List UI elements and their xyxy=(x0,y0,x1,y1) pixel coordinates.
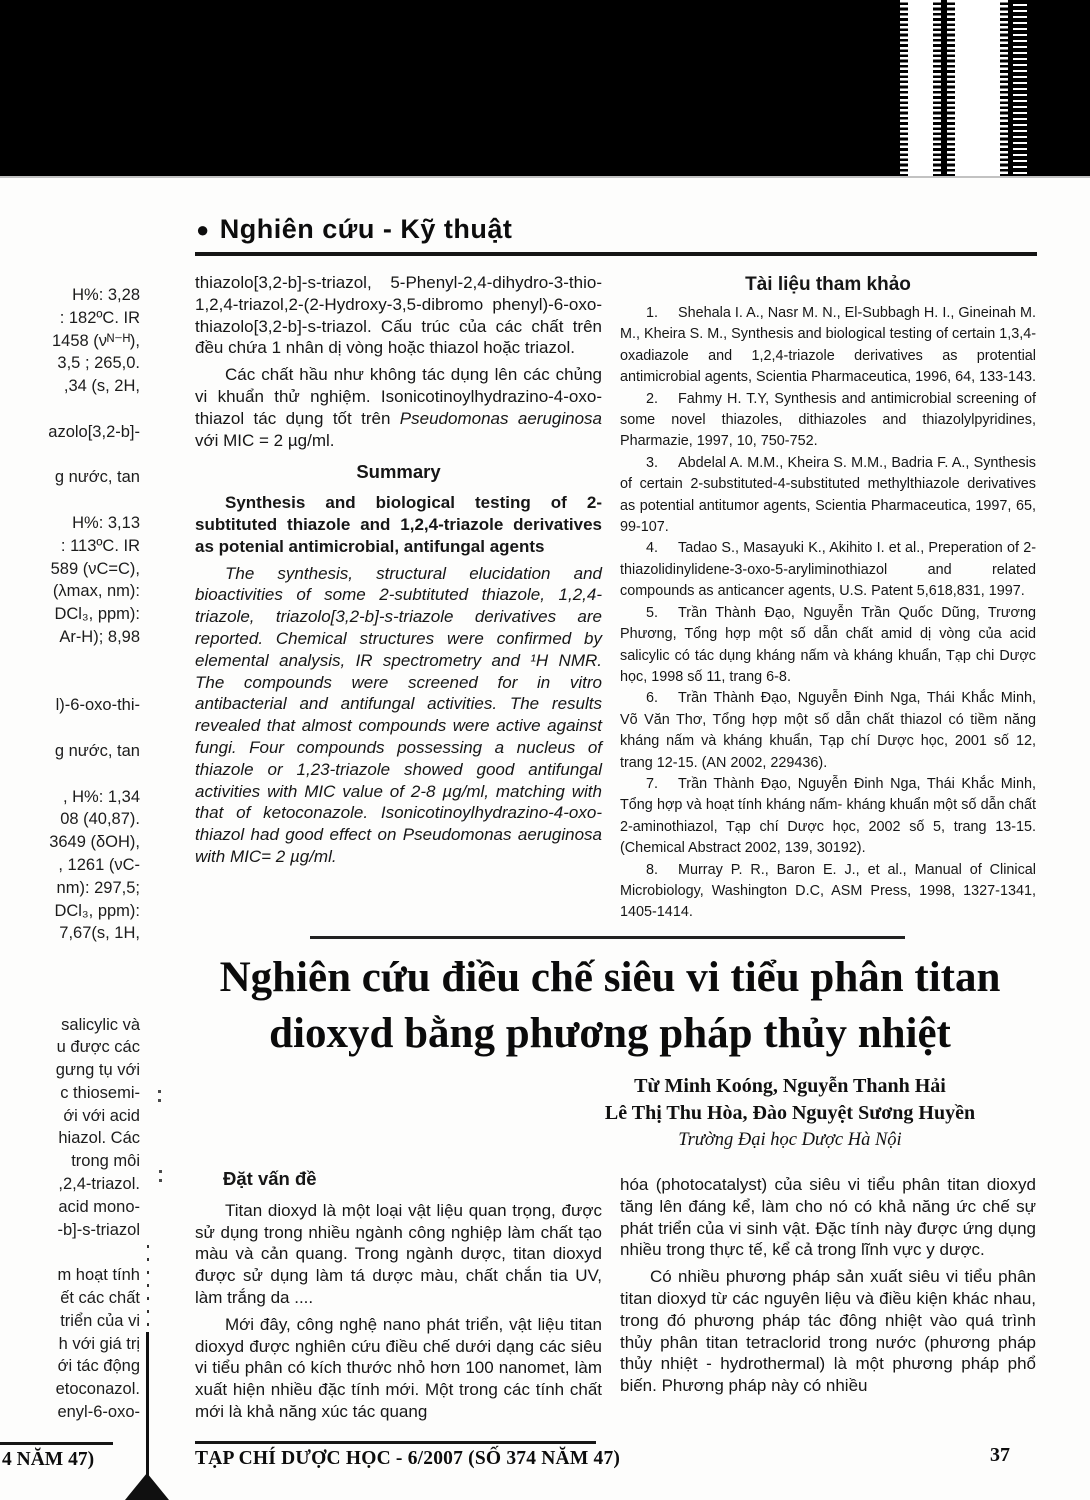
fragment-line xyxy=(0,1241,140,1264)
reference-number: 6. xyxy=(646,690,659,707)
scan-black-band xyxy=(0,0,1090,178)
references-column xyxy=(620,274,1036,924)
reference-item: 3. Abdelal A. M.M., Kheira S. M.M., Badria F. A., Synthesis of certain 2-substituted-4-substituted methylthiazole derivatives as potential antitumor agents, Scientia Pharmaceutica, 1997, 65, 99-107. xyxy=(620,454,1036,536)
fragment-line: m hoạt tính xyxy=(57,1266,140,1285)
intro-left-column xyxy=(195,1168,602,1428)
fragment-line xyxy=(0,489,140,512)
scan-artifact-fold-line xyxy=(146,1332,149,1480)
bullet-icon: ● xyxy=(196,217,210,242)
fragment-line: 3649 (δOH), xyxy=(49,833,140,852)
fragment-line: g nước, tan xyxy=(54,741,140,760)
fragment-line: , 1261 (νC- xyxy=(58,855,140,874)
authors-block xyxy=(590,1073,990,1151)
fragment-line xyxy=(0,968,140,991)
fragment-line: etoconazol. xyxy=(55,1380,140,1399)
summary-heading: Summary xyxy=(356,461,441,483)
fragment-line: ết các chất xyxy=(60,1289,140,1308)
article-title-line1: Nghiên cứu điều chế siêu vi tiểu phân titan xyxy=(219,954,1001,1001)
fragment-line: l)-6-oxo-thi- xyxy=(55,696,140,715)
reference-item: 7. Trần Thành Đạo, Nguyễn Đinh Nga, Thái Khắc Minh, Tổng hợp và hoạt tính kháng nấm- kháng khuẩn một số dẫn chất 2-aminothiazol, Tạp chí Dược học, 2002 số 5, trang 13-15. (Chemical Abstract 2002, 139, 30192). xyxy=(620,775,1036,857)
reference-number: 2. xyxy=(646,390,659,407)
paragraph-tio2-intro: Titan dioxyd là một loại vật liệu quan trọng, được sử dụng trong nhiều ngành công nghiệp làm chất tạo màu và cản quang. Trong ngành dược, titan dioxyd được sử dụng làm tá dược màu, chất chắn tia UV, làm trắng da .... xyxy=(195,1200,602,1307)
fragment-line: u được các xyxy=(56,1038,140,1057)
fragment-line: ới với acid xyxy=(63,1106,140,1125)
paragraph-nano: Mới đây, công nghệ nano phát triển, vật liệu titan dioxyd được nghiên cứu điều chế dưới dạng các siêu vi tiểu phân có kích thước nhỏ hơn 100 nanomet, làm xuất hiện nhiều đặc tính mới. Một trong các tính chất mới là khả năng xúc tác quang xyxy=(195,1314,602,1421)
left-footer-fragment: 4 NĂM 47) xyxy=(2,1449,95,1470)
kicker-rule xyxy=(195,252,1037,256)
affiliation: Trường Đại học Dược Hà Nội xyxy=(678,1130,902,1150)
fragment-line: 1458 (νᴺ⁻ᴴ), xyxy=(52,331,140,350)
separator-rule xyxy=(310,936,905,939)
reference-item: 6. Trần Thành Đạo, Nguyễn Đinh Nga, Thái Khắc Minh, Võ Văn Thơ, Tổng hợp một số dẫn chất thiazol có tiềm năng kháng nấm và kháng khuẩn, Tạp chí Dược học, 2001 số 12, trang 12-15. (AN 2002, 229436). xyxy=(620,690,1036,771)
fragment-line: 08 (40,87). xyxy=(60,810,140,829)
fragment-line: hiazol. Các xyxy=(58,1129,140,1148)
reference-number: 7. xyxy=(646,775,659,792)
summary-title: Synthesis and biological testing of 2-subtituted thiazole and 1,2,4-triazole derivatives as potenial antimicrobial, antifungal agents xyxy=(195,493,602,556)
fragment-line: DCl₃, ppm): xyxy=(54,605,140,624)
fragment-line: trong môi xyxy=(71,1152,140,1171)
fragment-line: salicylic và xyxy=(61,1015,140,1034)
page-number: 37 xyxy=(990,1444,1010,1466)
comb-edge-icon xyxy=(932,0,941,176)
reference-item: 4. Tadao S., Masayuki K., Akihito I. et al., Preperation of 2-thiazolidinylidene-3-oxo-5-aryliminothiazol and related compounds as anticancer agents, U.S. Patent 5,618,831, 1997. xyxy=(620,540,1036,600)
binding-stripe-3 xyxy=(1013,4,1027,174)
fragment-line: ới tác động xyxy=(57,1357,140,1376)
comb-edge-icon xyxy=(999,0,1008,176)
reference-number: 1. xyxy=(646,305,659,321)
paragraph-activity: Các chất hầu như không tác dụng lên các chủng vi khuẩn thử nghiệm. Isonicotinoylhydrazino-4-oxo-thiazol tác dụng tốt trên Pseudomonas aeruginosa với MIC = 2 µg/ml. xyxy=(195,365,602,450)
fragment-line: : 113ºC. IR xyxy=(60,536,140,555)
fragment-line xyxy=(0,991,140,1014)
fragment-line xyxy=(0,398,140,421)
scan-speck xyxy=(158,1099,161,1102)
paragraph-compounds: thiazolo[3,2-b]-s-triazol, 5-Phenyl-2,4-dihydro-3-thio-1,2,4-triazol,2-(2-Hydroxy-3,5-dibromo phenyl)-6-oxo-thiazolo[3,2-b]-s-triazol. Cấu trúc của các chất trên đều chứa 1 nhân dị vòng hoặc thiazol hoặc triazol. xyxy=(195,273,602,358)
reference-item: 2. Fahmy H. T.Y, Synthesis and antimicrobial screening of some novel thiazoles, dithiazoles and thiazolylpyridines, Pharmazie, 1997, 10, 750-752. xyxy=(620,390,1036,450)
fragment-line: H%: 3,28 xyxy=(72,286,140,304)
fragment-line: (λmax, nm): xyxy=(52,582,140,601)
fragment-line: , H%: 1,34 xyxy=(62,787,140,806)
fragment-line: 589 (νC=C), xyxy=(50,559,140,578)
fragment-line: azolo[3,2-b]- xyxy=(48,422,140,441)
reference-item: 5. Trần Thành Đạo, Nguyễn Trần Quốc Dũng, Trương Phương, Tổng hợp một số dẫn chất amid dị vòng của acid salicylic có tác dụng kháng nấm và kháng khuẩn, Tạp chi Dược học, 1998 số 11, trang 6-8. xyxy=(620,604,1036,685)
intro-right-column xyxy=(620,1174,1036,1402)
fragment-line: h với giá trị xyxy=(58,1334,140,1353)
fragment-line: ,34 (s, 2H, xyxy=(63,377,140,396)
scan-speck xyxy=(159,1170,162,1173)
fragment-line: triển của vi xyxy=(60,1311,140,1330)
reference-number: 8. xyxy=(646,861,659,878)
section-heading: Đặt vấn đề xyxy=(223,1168,317,1189)
reference-number: 5. xyxy=(646,604,659,621)
binding-stripe-2 xyxy=(947,0,1008,176)
scan-artifact-dotted-line xyxy=(147,1245,149,1333)
scan-speck xyxy=(158,1090,161,1093)
authors-line1: Từ Minh Koóng, Nguyễn Thanh Hải xyxy=(634,1075,946,1097)
fragment-line: -b]-s-triazol xyxy=(57,1220,140,1239)
fragment-line: ,2,4-triazol. xyxy=(58,1175,140,1194)
authors-line2: Lê Thị Thu Hòa, Đào Nguyệt Sương Huyền xyxy=(604,1102,976,1124)
fragment-line: g nước, tan xyxy=(54,468,140,487)
reference-item: 1. Shehala I. A., Nasr M. N., El-Subbagh H. I., Gineinah M. M., Kheira S. M., Synthesis and biological testing of certain 1,3,4-oxadiazole and 1,2,4-triazole derivatives as protential antimicrobial agents, Scientia Pharmaceutica, 1996, 64, 133-143. xyxy=(620,305,1036,386)
footer-journal: TẠP CHÍ DƯỢC HỌC - 6/2007 (SỐ 374 NĂM 47) xyxy=(195,1448,621,1469)
article-title-line2: dioxyd bằng phương pháp thủy nhiệt xyxy=(269,1010,951,1057)
footer-rule xyxy=(195,1441,596,1444)
fragment-line: gưng tụ với xyxy=(55,1061,140,1080)
middle-column xyxy=(195,272,602,873)
fragment-line: DCl₃, ppm): xyxy=(54,901,140,920)
scan-artifact-fold-base xyxy=(125,1473,169,1500)
scan-speck xyxy=(159,1179,162,1182)
article-title xyxy=(180,950,1040,1062)
fragment-line: nm): 297,5; xyxy=(56,878,140,897)
fragment-line xyxy=(0,444,140,467)
fragment-line: 3,5 ; 265,0. xyxy=(57,354,140,373)
fragment-line: enyl-6-oxo- xyxy=(57,1403,140,1422)
reference-number: 3. xyxy=(646,454,659,471)
species-name: Pseudomonas aeruginosa xyxy=(399,408,602,428)
fragment-line: 7,67(s, 1H, xyxy=(59,924,140,943)
fragment-line xyxy=(0,717,140,740)
references-heading: Tài liệu tham khảo xyxy=(745,274,911,295)
fragment-line xyxy=(0,945,140,968)
fragment-line: c thiosemi- xyxy=(60,1083,140,1102)
paragraph-photocatalyst: hóa (photocatalyst) của siêu vi tiểu phân titan dioxyd tăng lên đáng kể, làm cho nó có khả năng ức chế sự phát triển của vi sinh vật. Đặc tính này được ứng dụng nhiều trong thực tế, kể cả trong lĩnh vực y dược. xyxy=(620,1175,1036,1260)
fragment-line: : 182ºC. IR xyxy=(59,308,140,327)
fragment-line xyxy=(0,763,140,786)
binding-stripe-1 xyxy=(900,0,941,176)
reference-number: 4. xyxy=(646,540,659,557)
section-kicker xyxy=(196,214,1036,245)
fragment-line xyxy=(0,672,140,695)
fragment-line xyxy=(0,649,140,672)
left-edge-fragments xyxy=(0,284,142,1424)
fragment-line: acid mono- xyxy=(58,1197,140,1216)
left-footer-rule xyxy=(0,1442,113,1445)
summary-abstract: The synthesis, structural elucidation and bioactivities of some 2-subtituted thiazole, 1,2,4-triazole, triazolo[3,2-b]-s-triazole derivatives are reported. Chemical structures were confirmed by elemental analysis, IR spectrometry and ¹H NMR. The compounds were screened for in vitro antibacterial and antifungal activities. The results revealed that almost compounds were active against fungi. Four compounds possessing a nucleus of thiazole or 1,23-triazole showed good antifungal activities with MIC value of 2-8 µg/ml, matching with that of ketoconazole. Isonicotinoylhydrazino-4-oxo-thiazol had good effect on Pseudomonas aeruginosa with MIC= 2 µg/ml. xyxy=(195,563,602,866)
fragment-line: H%: 3,13 xyxy=(72,513,140,532)
kicker-title: Nghiên cứu - Kỹ thuật xyxy=(219,214,513,244)
references-list xyxy=(620,303,1036,924)
paragraph-hydrothermal: Có nhiều phương pháp sản xuất siêu vi tiểu phân titan dioxyd từ các nguyên liệu và điều kiện khác nhau, trong đó phương pháp tác đông nhiệt vào quá trình thủy phân titan tetraclorid trong nước (phương pháp thủy nhiệt - hydrothermal) là một phương pháp phổ biến. Phương pháp này có nhiều xyxy=(620,1267,1036,1396)
reference-item: 8. Murray P. R., Baron E. J., et al., Manual of Clinical Microbiology, Washington D.C, ASM Press, 1998, 1327-1341, 1405-1414. xyxy=(620,861,1036,921)
fragment-line: Ar-H); 8,98 xyxy=(59,627,140,646)
